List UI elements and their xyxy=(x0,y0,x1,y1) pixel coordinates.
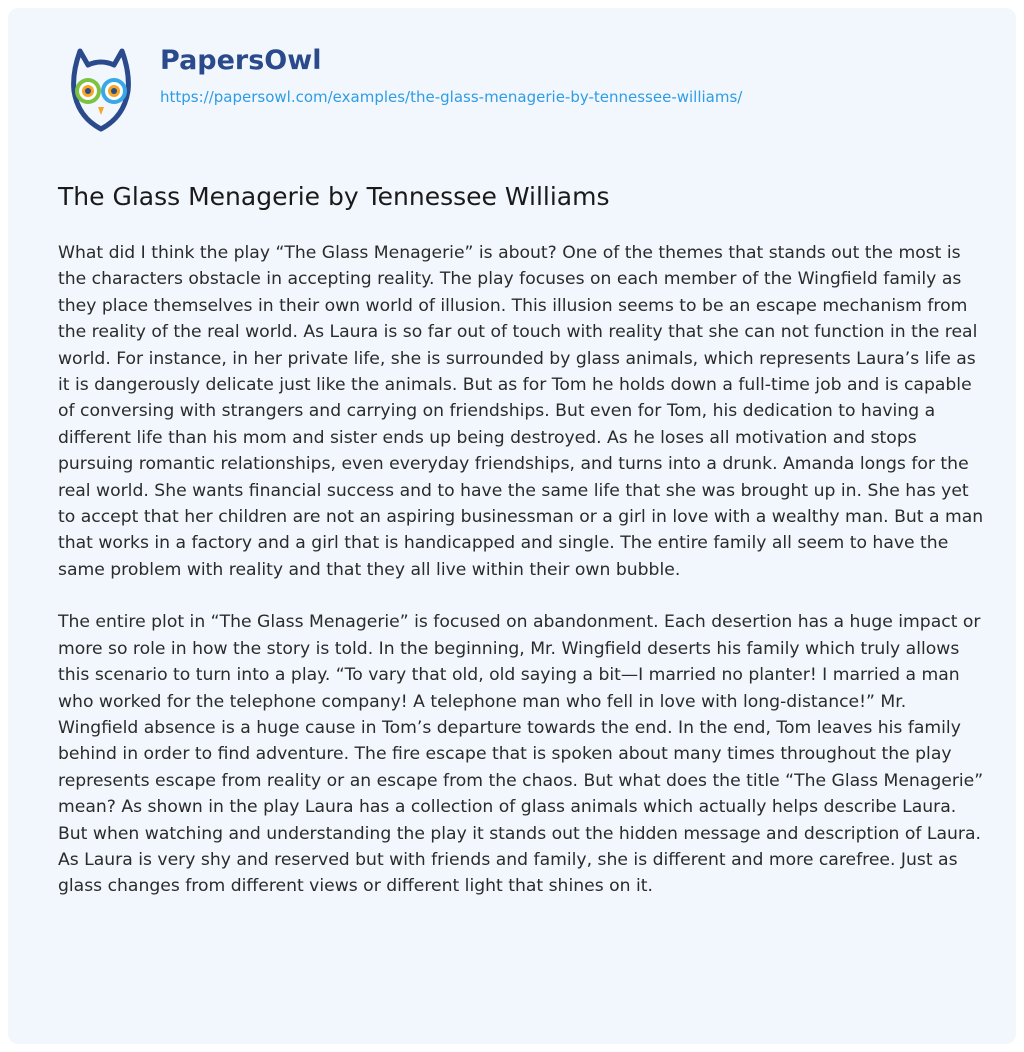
source-url-link[interactable]: https://papersowl.com/examples/the-glass-menagerie-by-tennessee-williams/ xyxy=(160,88,743,106)
brand-name: PapersOwl xyxy=(160,45,322,76)
essay-card xyxy=(8,8,1016,1044)
essay-paragraph: What did I think the play “The Glass Menagerie” is about? One of the themes that stands out the most is the characters obstacle in accepting reality. The play focuses on each member of the Wingfield family as they place themselves in their own world of illusion. This illusion seems to be an escape mechanism from the reality of the real world. As Laura is so far out of touch with reality that she can not function in the real world. For instance, in her private life, she is surrounded by glass animals, which represents Laura’s life as it is dangerously delicate just like the animals. But as for Tom he holds down a full-time job and is capable of conversing with strangers and carrying on friendships. But even for Tom, his dedication to having a different life than his mom and sister ends up being destroyed. As he loses all motivation and stops pursuing romantic relationships, even everyday friendships, and turns into a drunk. Amanda longs for the real world. She wants financial success and to have the same life that she was brought up in. She has yet to accept that her children are not an aspiring businessman or a girl in love with a wealthy man. But a man that works in a factory and a girl that is handicapped and single. The entire family all seem to have the same problem with reality and that they all live within their own bubble. xyxy=(58,243,984,580)
owl-logo-icon xyxy=(58,43,144,133)
essay-paragraph: The entire plot in “The Glass Menagerie” is focused on abandonment. Each desertion has a huge impact or more so role in how the story is told. In the beginning, Mr. Wingfield deserts his family which truly allows this scenario to turn into a play. “To vary that old, old saying a bit—I married no planter! I married a man who worked for the telephone company! A telephone man who fell in love with long-distance!” Mr. Wingfield absence is a huge cause in Tom’s departure towards the end. In the end, Tom leaves his family behind in order to find adventure. The fire escape that is spoken about many times throughout the play represents escape from reality or an escape from the chaos. But what does the title “The Glass Menagerie” mean? As shown in the play Laura has a collection of glass animals which actually helps describe Laura. But when watching and understanding the play it stands out the hidden message and description of Laura. As Laura is very shy and reserved but with friends and family, she is different and more carefree. Just as glass changes from different views or different light that shines on it. xyxy=(58,612,984,897)
site-header xyxy=(58,43,998,133)
owl-logo-icon xyxy=(58,43,144,133)
page-title: The Glass Menagerie by Tennessee Williams xyxy=(58,182,610,211)
essay-body xyxy=(58,240,988,926)
